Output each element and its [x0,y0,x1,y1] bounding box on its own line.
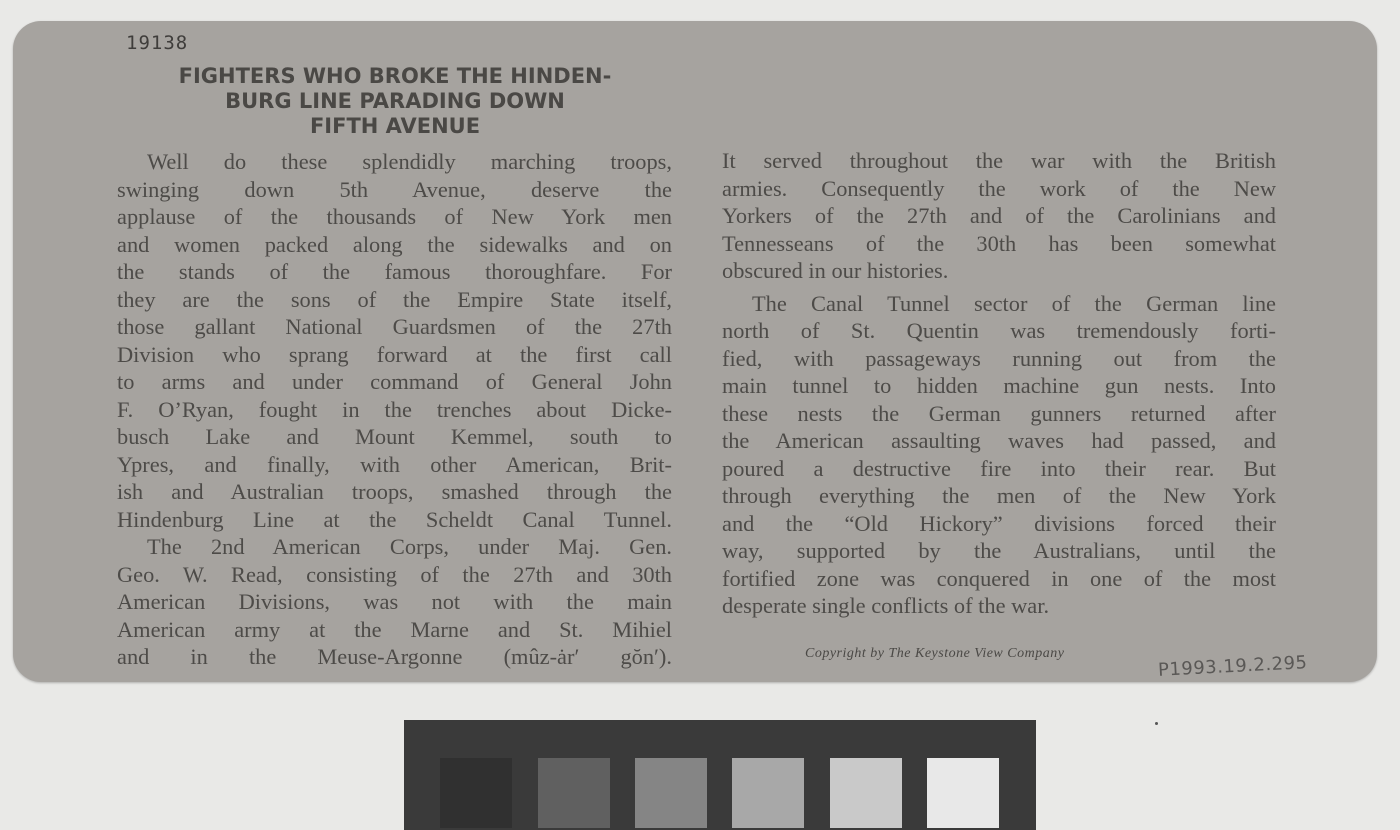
text-line: The Canal Tunnel sector of the German line [752,290,1276,316]
text-line: desperate single conflicts of the war. [722,593,1050,618]
text-line: to arms and under command of General John [117,369,672,394]
text-line: through everything the men of the New York [722,483,1276,508]
text-line: applause of the thousands of New York men [117,204,672,229]
text-line: Geo. W. Read, consisting of the 27th and 30th [117,561,672,587]
copyright-notice: Copyright by The Keystone View Company [805,646,1065,661]
text-line: Division who sprang forward at the first call [117,341,672,367]
text-line: they are the sons of the Empire State itself, [117,286,672,312]
color-calibration-chart [404,720,1036,830]
text-line: armies. Consequently the work of the New [722,175,1276,201]
text-line: main tunnel to hidden machine gun nests. Into [722,373,1276,398]
text-line: Hindenburg Line at the Scheldt Canal Tunnel. [117,506,672,532]
left-text-column [117,148,672,671]
text-line: fortified zone was conquered in one of the most [722,565,1276,591]
text-line: F. O’Ryan, fought in the trenches about Dicke- [117,396,672,422]
text-line: obscured in our histories. [722,258,949,283]
title-line: FIGHTERS WHO BROKE THE HINDEN- [178,64,612,88]
text-line: fied, with passageways running out from the [722,345,1276,371]
text-line: American Divisions, was not with the main [117,589,672,614]
text-line: Yorkers of the 27th and of the Carolinians and [722,203,1276,228]
text-line: and the “Old Hickory” divisions forced their [722,510,1276,536]
text-line: Tennesseans of the 30th has been somewhat [722,230,1276,256]
card-title [112,64,678,139]
speck [1155,722,1158,725]
text-line: the stands of the famous thoroughfare. For [117,259,672,284]
text-line: and in the Meuse-Argonne (mûz-ȧr′ gŏn′). [117,644,672,669]
text-line: American army at the Marne and St. Mihiel [117,616,672,642]
text-line: and women packed along the sidewalks and on [117,231,672,257]
text-line: swinging down 5th Avenue, deserve the [117,176,672,202]
text-line: these nests the German gunners returned after [722,400,1276,426]
text-line: Ypres, and finally, with other American, Brit- [117,451,672,477]
text-line: north of St. Quentin was tremendously forti- [722,318,1276,343]
text-line: ish and Australian troops, smashed through the [117,479,672,504]
text-line: The 2nd American Corps, under Maj. Gen. [147,534,672,559]
accession-number: P1993.19.2.295 [1157,652,1308,681]
paragraph [722,290,1276,620]
paragraph [722,147,1276,285]
card-number: 19138 [126,32,189,54]
text-line: It served throughout the war with the British [722,148,1276,173]
title-line: BURG LINE PARADING DOWN [225,89,565,113]
text-line: way, supported by the Australians, until the [722,538,1276,563]
text-line: those gallant National Guardsmen of the 27th [117,314,672,339]
title-line: FIFTH AVENUE [309,114,481,138]
text-line: Well do these splendidly marching troops, [147,149,672,174]
right-text-column [722,147,1276,620]
text-line: poured a destructive fire into their rear. But [722,455,1276,481]
text-line: busch Lake and Mount Kemmel, south to [117,424,672,449]
text-line: the American assaulting waves had passed, and [722,428,1276,453]
